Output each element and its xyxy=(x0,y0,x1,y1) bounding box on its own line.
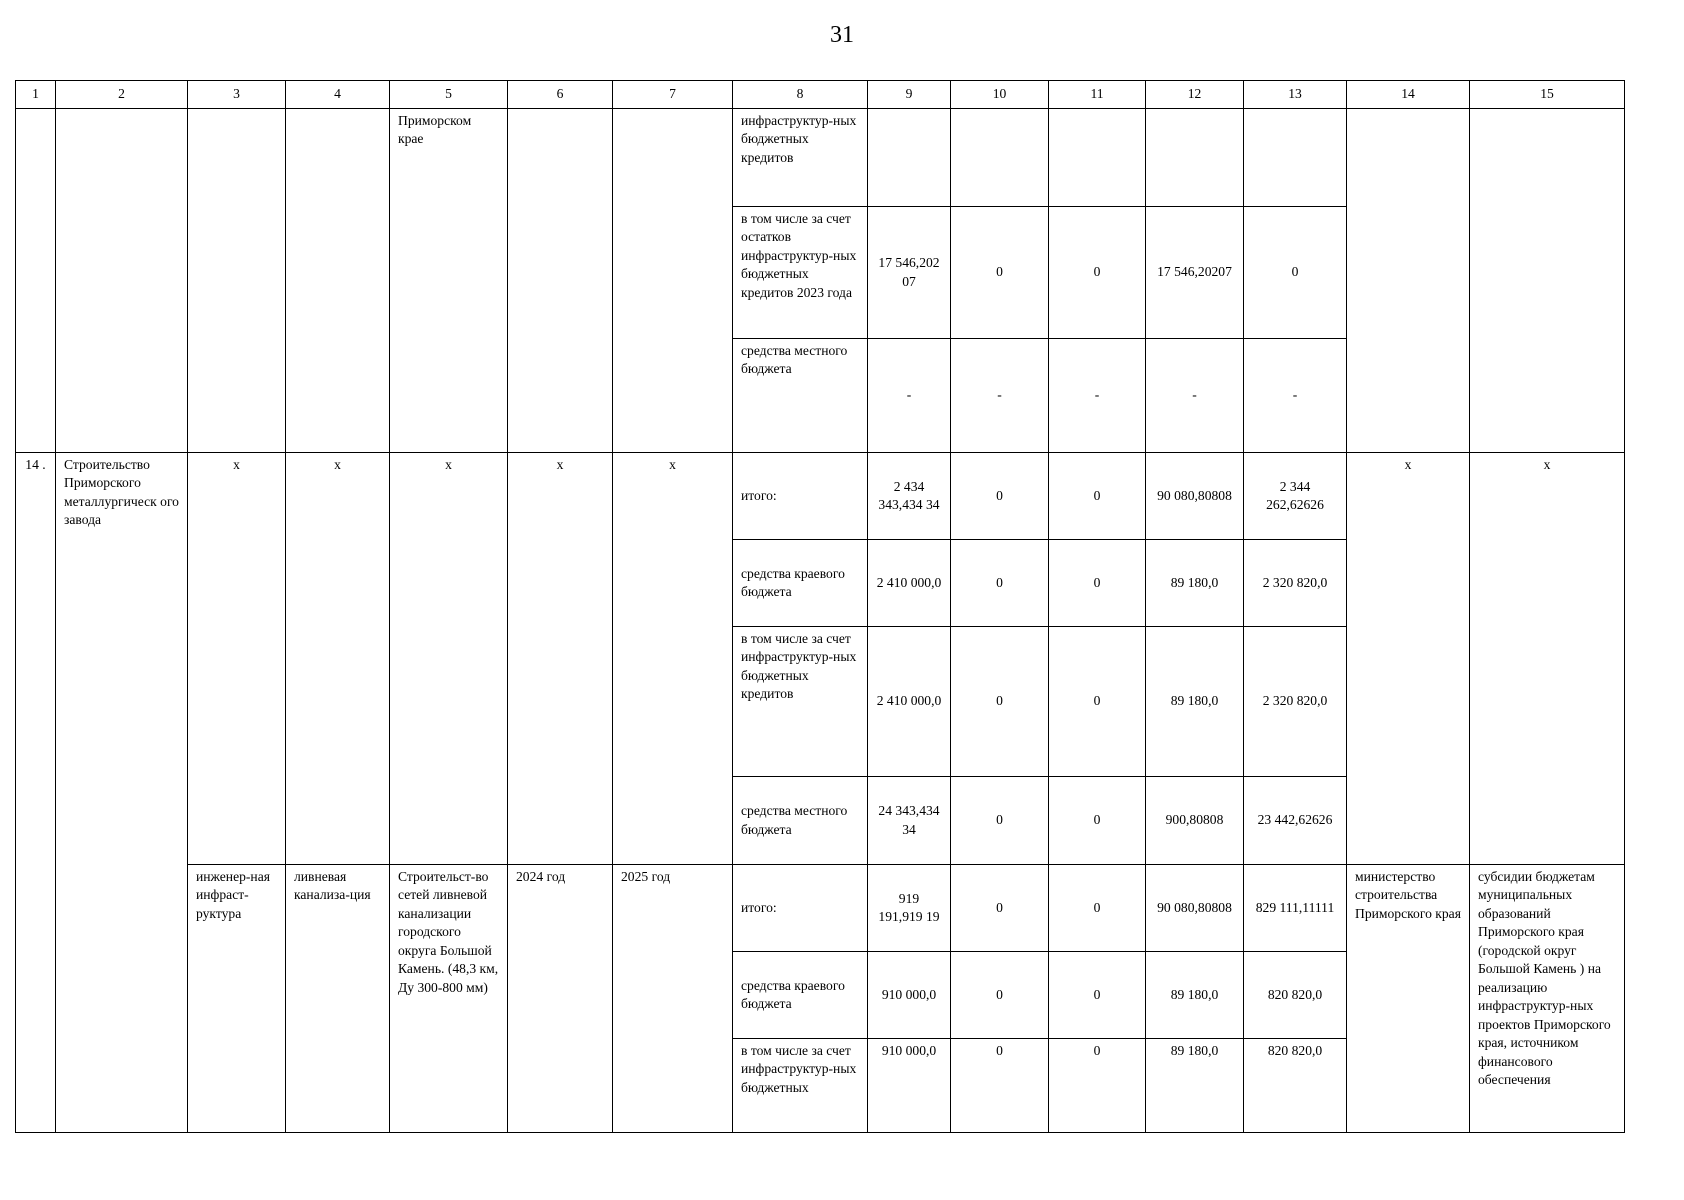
column-header: 12 xyxy=(1146,81,1244,109)
carry-project-cell: Приморском крае xyxy=(390,109,508,207)
project-description: Строительст-во сетей ливневой канализации городского округа Большой Камень. (48,3 км, Ду 300-800 мм) xyxy=(390,865,508,1133)
value-cell xyxy=(1146,109,1244,207)
column-header: 11 xyxy=(1049,81,1146,109)
value-cell: 0 xyxy=(1049,865,1146,952)
cell xyxy=(508,109,613,453)
funding-source-label: средства краевого бюджета xyxy=(733,952,868,1039)
budget-table xyxy=(15,80,1625,1133)
value-cell: 0 xyxy=(1049,540,1146,627)
x-mark: х xyxy=(188,453,286,865)
value-cell: 2 320 820,0 xyxy=(1244,540,1347,627)
funding-source-label: в том числе за счет инфраструктур-ных бюджетных кредитов xyxy=(733,627,868,777)
value-cell: 17 546,202 07 xyxy=(868,207,951,339)
value-cell: 0 xyxy=(1244,207,1347,339)
value-cell: 89 180,0 xyxy=(1146,1039,1244,1133)
value-cell: 0 xyxy=(951,453,1049,540)
value-cell: 0 xyxy=(951,777,1049,865)
cell xyxy=(188,109,286,453)
value-cell: 2 410 000,0 xyxy=(868,540,951,627)
column-header: 13 xyxy=(1244,81,1347,109)
funding-source-label: инфраструктур-ных бюджетных кредитов xyxy=(733,109,868,207)
cell xyxy=(56,109,188,453)
x-mark: х xyxy=(286,453,390,865)
value-cell: 900,80808 xyxy=(1146,777,1244,865)
value-cell: 0 xyxy=(951,1039,1049,1133)
value-cell: 0 xyxy=(951,865,1049,952)
cell xyxy=(613,109,733,453)
start-year: 2024 год xyxy=(508,865,613,1133)
funding-source-label: в том числе за счет инфраструктур-ных бюджетных xyxy=(733,1039,868,1133)
funding-source-label: средства краевого бюджета xyxy=(733,540,868,627)
table-row xyxy=(16,865,1625,952)
value-cell: 2 344 262,62626 xyxy=(1244,453,1347,540)
funding-source-label: итого: xyxy=(733,453,868,540)
x-mark: х xyxy=(1470,453,1625,865)
column-header: 3 xyxy=(188,81,286,109)
column-header: 5 xyxy=(390,81,508,109)
value-cell: 89 180,0 xyxy=(1146,627,1244,777)
value-cell: 820 820,0 xyxy=(1244,1039,1347,1133)
value-cell: 820 820,0 xyxy=(1244,952,1347,1039)
funding-source-label: средства местного бюджета xyxy=(733,777,868,865)
table-row xyxy=(16,453,1625,540)
value-cell: 919 191,919 19 xyxy=(868,865,951,952)
value-cell xyxy=(1244,109,1347,207)
funding-source-label: в том числе за счет остатков инфраструктур-ных бюджетных кредитов 2023 года xyxy=(733,207,868,339)
value-cell: 0 xyxy=(1049,952,1146,1039)
funding-source-label: итого: xyxy=(733,865,868,952)
column-header: 2 xyxy=(56,81,188,109)
cell xyxy=(1470,109,1625,453)
value-cell: 90 080,80808 xyxy=(1146,865,1244,952)
cell xyxy=(1347,109,1470,453)
value-cell: - xyxy=(1146,339,1244,453)
value-cell: 0 xyxy=(951,540,1049,627)
responsible-ministry: министерство строительства Приморского края xyxy=(1347,865,1470,1133)
value-cell: 89 180,0 xyxy=(1146,952,1244,1039)
value-cell: 23 442,62626 xyxy=(1244,777,1347,865)
value-cell: 0 xyxy=(1049,1039,1146,1133)
value-cell: 2 434 343,434 34 xyxy=(868,453,951,540)
infrastructure-kind: ливневая канализа-ция xyxy=(286,865,390,1133)
cell xyxy=(390,207,508,453)
column-header: 4 xyxy=(286,81,390,109)
value-cell: - xyxy=(1244,339,1347,453)
cell xyxy=(16,109,56,453)
value-cell: 0 xyxy=(1049,207,1146,339)
value-cell: - xyxy=(1049,339,1146,453)
x-mark: х xyxy=(613,453,733,865)
value-cell xyxy=(868,109,951,207)
value-cell: 0 xyxy=(1049,453,1146,540)
value-cell: 829 111,11111 xyxy=(1244,865,1347,952)
value-cell xyxy=(1049,109,1146,207)
value-cell xyxy=(951,109,1049,207)
column-header: 1 xyxy=(16,81,56,109)
value-cell: 910 000,0 xyxy=(868,952,951,1039)
column-number-row xyxy=(16,81,1625,109)
table-row xyxy=(16,109,1625,207)
value-cell: 0 xyxy=(951,952,1049,1039)
value-cell: 0 xyxy=(951,207,1049,339)
item-number: 14 . xyxy=(16,453,56,1133)
value-cell: 0 xyxy=(1049,777,1146,865)
value-cell: 2 320 820,0 xyxy=(1244,627,1347,777)
column-header: 8 xyxy=(733,81,868,109)
column-header: 15 xyxy=(1470,81,1625,109)
item-name: Строительство Приморского металлургическ ого завода xyxy=(56,453,188,1133)
value-cell: 0 xyxy=(951,627,1049,777)
value-cell: 2 410 000,0 xyxy=(868,627,951,777)
value-cell: 24 343,434 34 xyxy=(868,777,951,865)
column-header: 6 xyxy=(508,81,613,109)
x-mark: х xyxy=(390,453,508,865)
page-number: 31 xyxy=(830,22,854,48)
column-header: 14 xyxy=(1347,81,1470,109)
infrastructure-type: инженер-ная инфраст-руктура xyxy=(188,865,286,1133)
column-header: 9 xyxy=(868,81,951,109)
financing-mechanism: субсидии бюджетам муниципальных образований Приморского края (городской округ Большой Камень ) на реализацию инфраструктур-ных проектов Приморского края, источником финансового обеспечения xyxy=(1470,865,1625,1133)
value-cell: 910 000,0 xyxy=(868,1039,951,1133)
value-cell: 17 546,20207 xyxy=(1146,207,1244,339)
value-cell: - xyxy=(868,339,951,453)
funding-source-label: средства местного бюджета xyxy=(733,339,868,453)
end-year: 2025 год xyxy=(613,865,733,1133)
x-mark: х xyxy=(508,453,613,865)
value-cell: 0 xyxy=(1049,627,1146,777)
column-header: 7 xyxy=(613,81,733,109)
value-cell: 90 080,80808 xyxy=(1146,453,1244,540)
column-header: 10 xyxy=(951,81,1049,109)
value-cell: 89 180,0 xyxy=(1146,540,1244,627)
x-mark: х xyxy=(1347,453,1470,865)
value-cell: - xyxy=(951,339,1049,453)
cell xyxy=(286,109,390,453)
